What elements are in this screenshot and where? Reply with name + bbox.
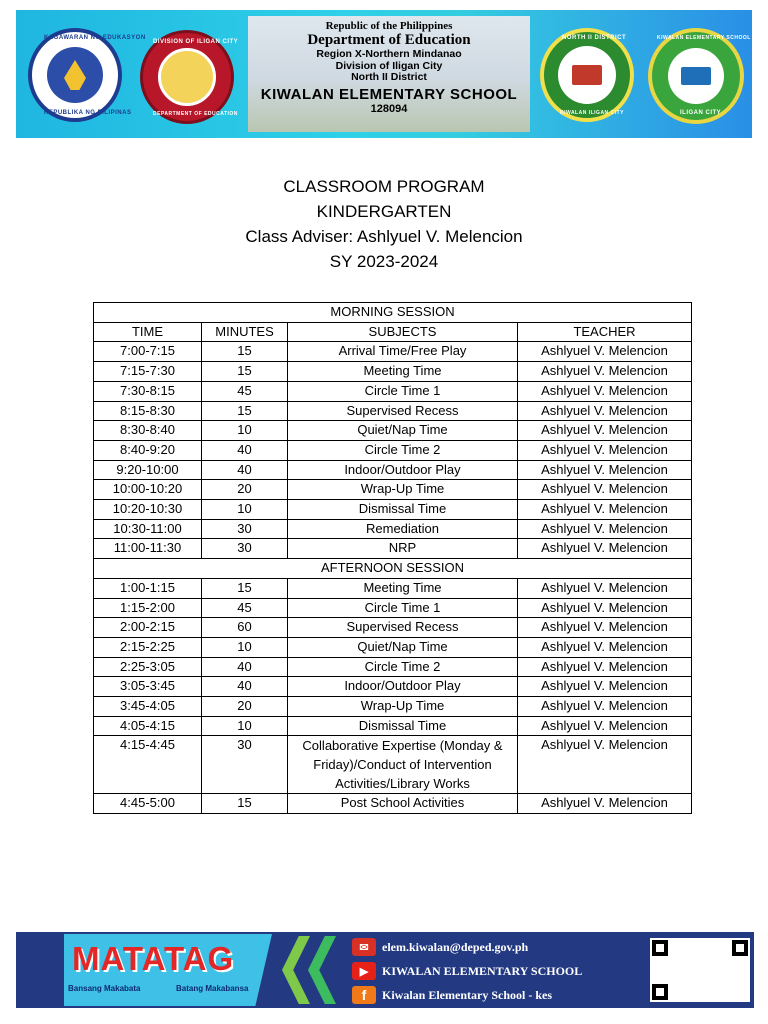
minutes-cell: 40 bbox=[202, 440, 288, 460]
minutes-cell: 40 bbox=[202, 460, 288, 480]
teacher-cell: Ashlyuel V. Melencion bbox=[518, 598, 692, 618]
deped-seal-logo bbox=[28, 28, 146, 122]
table-row bbox=[94, 500, 692, 520]
subject-cell: Meeting Time bbox=[288, 578, 518, 598]
teacher-cell: Ashlyuel V. Melencion bbox=[518, 440, 692, 460]
facebook-icon: f bbox=[352, 986, 376, 1004]
table-row bbox=[94, 697, 692, 717]
school-year: SY 2023-2024 bbox=[329, 252, 439, 271]
table-row bbox=[94, 421, 692, 441]
teacher-cell: Ashlyuel V. Melencion bbox=[518, 421, 692, 441]
division-line: Division of Iligan City bbox=[335, 59, 443, 72]
lamp-icon bbox=[64, 60, 86, 90]
contact-email bbox=[352, 936, 652, 958]
table-row bbox=[94, 342, 692, 362]
teacher-cell: Ashlyuel V. Melencion bbox=[518, 578, 692, 598]
time-cell: 10:00-10:20 bbox=[94, 480, 202, 500]
teacher-cell: Ashlyuel V. Melencion bbox=[518, 381, 692, 401]
time-cell: 3:45-4:05 bbox=[94, 697, 202, 717]
minutes-cell: 15 bbox=[202, 342, 288, 362]
table-row bbox=[94, 716, 692, 736]
department-line: Department of Education bbox=[307, 32, 471, 48]
seal-text: KAGAWARAN NG EDUKASYON bbox=[44, 35, 146, 41]
facebook-text: Kiwalan Elementary School - kes bbox=[382, 987, 552, 1002]
table-row bbox=[94, 598, 692, 618]
morning-session-row bbox=[94, 303, 692, 323]
subject-cell: Post School Activities bbox=[288, 794, 518, 814]
minutes-cell: 15 bbox=[202, 362, 288, 382]
teacher-cell: Ashlyuel V. Melencion bbox=[518, 794, 692, 814]
email-text: elem.kiwalan@deped.gov.ph bbox=[382, 939, 529, 954]
time-cell: 7:00-7:15 bbox=[94, 342, 202, 362]
minutes-cell: 10 bbox=[202, 421, 288, 441]
table-row bbox=[94, 578, 692, 598]
minutes-cell: 20 bbox=[202, 480, 288, 500]
seal-text: DIVISION OF ILIGAN CITY bbox=[153, 39, 239, 45]
table-row bbox=[94, 677, 692, 697]
subject-cell: Remediation bbox=[288, 519, 518, 539]
youtube-icon: ▶ bbox=[352, 962, 376, 980]
subject-cell: Supervised Recess bbox=[288, 618, 518, 638]
teacher-cell: Ashlyuel V. Melencion bbox=[518, 480, 692, 500]
time-cell: 8:30-8:40 bbox=[94, 421, 202, 441]
minutes-cell: 30 bbox=[202, 736, 288, 794]
time-cell: 10:30-11:00 bbox=[94, 519, 202, 539]
session-label: AFTERNOON SESSION bbox=[94, 559, 692, 579]
subject-cell: Indoor/Outdoor Play bbox=[288, 677, 518, 697]
teacher-cell: Ashlyuel V. Melencion bbox=[518, 460, 692, 480]
column-header: TIME bbox=[94, 322, 202, 342]
subject-cell: Circle Time 2 bbox=[288, 440, 518, 460]
youtube-text: KIWALAN ELEMENTARY SCHOOL bbox=[382, 963, 583, 978]
time-cell: 4:15-4:45 bbox=[94, 736, 202, 794]
subject-cell: Arrival Time/Free Play bbox=[288, 342, 518, 362]
seal-text: DEPARTMENT OF EDUCATION bbox=[153, 111, 238, 117]
time-cell: 11:00-11:30 bbox=[94, 539, 202, 559]
time-cell: 2:00-2:15 bbox=[94, 618, 202, 638]
minutes-cell: 10 bbox=[202, 716, 288, 736]
table-row bbox=[94, 381, 692, 401]
school-id: 128094 bbox=[370, 102, 408, 115]
contact-youtube bbox=[352, 960, 652, 982]
table-row bbox=[94, 794, 692, 814]
chevron-left-icon bbox=[308, 936, 336, 1004]
header-banner bbox=[16, 10, 752, 138]
teacher-cell: Ashlyuel V. Melencion bbox=[518, 401, 692, 421]
table-row bbox=[94, 440, 692, 460]
time-cell: 8:40-9:20 bbox=[94, 440, 202, 460]
table-row bbox=[94, 539, 692, 559]
qr-finder bbox=[652, 940, 668, 956]
seal-text: NORTH II DISTRICT bbox=[562, 35, 627, 41]
school-name: KIWALAN ELEMENTARY SCHOOL bbox=[260, 85, 518, 103]
subject-cell: Circle Time 2 bbox=[288, 657, 518, 677]
afternoon-session-row bbox=[94, 559, 692, 579]
book-icon bbox=[681, 67, 711, 85]
minutes-cell: 10 bbox=[202, 637, 288, 657]
north-district-seal-logo bbox=[540, 28, 634, 122]
table-row bbox=[94, 362, 692, 382]
envelope-icon: ✉ bbox=[352, 938, 376, 956]
time-cell: 10:20-10:30 bbox=[94, 500, 202, 520]
subject-cell: Circle Time 1 bbox=[288, 381, 518, 401]
minutes-cell: 40 bbox=[202, 657, 288, 677]
subject-cell: Wrap-Up Time bbox=[288, 480, 518, 500]
column-header: SUBJECTS bbox=[288, 322, 518, 342]
column-header: MINUTES bbox=[202, 322, 288, 342]
seal-text: ILIGAN CITY bbox=[680, 110, 722, 116]
footer-banner bbox=[16, 932, 754, 1008]
subject-cell: Circle Time 1 bbox=[288, 598, 518, 618]
program-title-block bbox=[0, 174, 768, 274]
table-row bbox=[94, 736, 692, 794]
table-row bbox=[94, 480, 692, 500]
republic-line: Republic of the Philippines bbox=[325, 20, 453, 32]
document-title: CLASSROOM PROGRAM bbox=[283, 177, 485, 196]
time-cell: 1:00-1:15 bbox=[94, 578, 202, 598]
qr-code-icon bbox=[650, 938, 750, 1002]
teacher-cell: Ashlyuel V. Melencion bbox=[518, 342, 692, 362]
qr-finder bbox=[652, 984, 668, 1000]
time-cell: 9:20-10:00 bbox=[94, 460, 202, 480]
subject-cell: Meeting Time bbox=[288, 362, 518, 382]
grade-level: KINDERGARTEN bbox=[316, 202, 452, 221]
minutes-cell: 45 bbox=[202, 381, 288, 401]
contact-facebook bbox=[352, 984, 652, 1006]
table-header-row bbox=[94, 322, 692, 342]
column-header: TEACHER bbox=[518, 322, 692, 342]
time-cell: 7:30-8:15 bbox=[94, 381, 202, 401]
matatag-logo: MATATAG bbox=[72, 940, 235, 977]
table-row bbox=[94, 519, 692, 539]
minutes-cell: 10 bbox=[202, 500, 288, 520]
banner-title-panel bbox=[248, 16, 530, 132]
chevron-decoration bbox=[278, 932, 348, 1008]
teacher-cell: Ashlyuel V. Melencion bbox=[518, 539, 692, 559]
minutes-cell: 15 bbox=[202, 578, 288, 598]
book-icon bbox=[572, 65, 602, 85]
minutes-cell: 15 bbox=[202, 794, 288, 814]
division-seal-logo bbox=[140, 30, 239, 124]
subject-cell: Dismissal Time bbox=[288, 500, 518, 520]
teacher-cell: Ashlyuel V. Melencion bbox=[518, 519, 692, 539]
table-row bbox=[94, 637, 692, 657]
subject-cell: NRP bbox=[288, 539, 518, 559]
table-row bbox=[94, 460, 692, 480]
seal-text: KIWALAN ILIGAN CITY bbox=[560, 110, 624, 116]
teacher-cell: Ashlyuel V. Melencion bbox=[518, 657, 692, 677]
time-cell: 2:25-3:05 bbox=[94, 657, 202, 677]
district-line: North II District bbox=[351, 71, 427, 83]
slogan-right: Batang Makabansa bbox=[176, 984, 249, 993]
seal-text: REPUBLIKA NG PILIPINAS bbox=[44, 110, 132, 116]
region-line: Region X-Northern Mindanao bbox=[316, 48, 462, 60]
teacher-cell: Ashlyuel V. Melencion bbox=[518, 637, 692, 657]
table-row bbox=[94, 618, 692, 638]
teacher-cell: Ashlyuel V. Melencion bbox=[518, 716, 692, 736]
subject-cell: Wrap-Up Time bbox=[288, 697, 518, 717]
subject-cell: Indoor/Outdoor Play bbox=[288, 460, 518, 480]
time-cell: 4:45-5:00 bbox=[94, 794, 202, 814]
teacher-cell: Ashlyuel V. Melencion bbox=[518, 736, 692, 794]
kes-seal-logo bbox=[648, 28, 751, 124]
teacher-cell: Ashlyuel V. Melencion bbox=[518, 677, 692, 697]
minutes-cell: 45 bbox=[202, 598, 288, 618]
minutes-cell: 30 bbox=[202, 539, 288, 559]
session-label: MORNING SESSION bbox=[94, 303, 692, 323]
qr-finder bbox=[732, 940, 748, 956]
subject-cell: Supervised Recess bbox=[288, 401, 518, 421]
table-row bbox=[94, 401, 692, 421]
schedule-table bbox=[93, 302, 692, 814]
chevron-left-icon bbox=[282, 936, 310, 1004]
time-cell: 2:15-2:25 bbox=[94, 637, 202, 657]
subject-cell: Quiet/Nap Time bbox=[288, 421, 518, 441]
minutes-cell: 40 bbox=[202, 677, 288, 697]
time-cell: 7:15-7:30 bbox=[94, 362, 202, 382]
minutes-cell: 60 bbox=[202, 618, 288, 638]
time-cell: 1:15-2:00 bbox=[94, 598, 202, 618]
slogan-left: Bansang Makabata bbox=[68, 984, 141, 993]
teacher-cell: Ashlyuel V. Melencion bbox=[518, 362, 692, 382]
time-cell: 3:05-3:45 bbox=[94, 677, 202, 697]
subject-cell: Quiet/Nap Time bbox=[288, 637, 518, 657]
minutes-cell: 20 bbox=[202, 697, 288, 717]
teacher-cell: Ashlyuel V. Melencion bbox=[518, 697, 692, 717]
time-cell: 4:05-4:15 bbox=[94, 716, 202, 736]
minutes-cell: 30 bbox=[202, 519, 288, 539]
table-row bbox=[94, 657, 692, 677]
teacher-cell: Ashlyuel V. Melencion bbox=[518, 500, 692, 520]
subject-cell: Collaborative Expertise (Monday & Friday)/Conduct of Intervention Activities/Library Works bbox=[288, 736, 518, 794]
time-cell: 8:15-8:30 bbox=[94, 401, 202, 421]
class-adviser: Class Adviser: Ashlyuel V. Melencion bbox=[245, 227, 523, 246]
teacher-cell: Ashlyuel V. Melencion bbox=[518, 618, 692, 638]
subject-cell: Dismissal Time bbox=[288, 716, 518, 736]
seal-text: KIWALAN ELEMENTARY SCHOOL bbox=[657, 35, 751, 41]
minutes-cell: 15 bbox=[202, 401, 288, 421]
